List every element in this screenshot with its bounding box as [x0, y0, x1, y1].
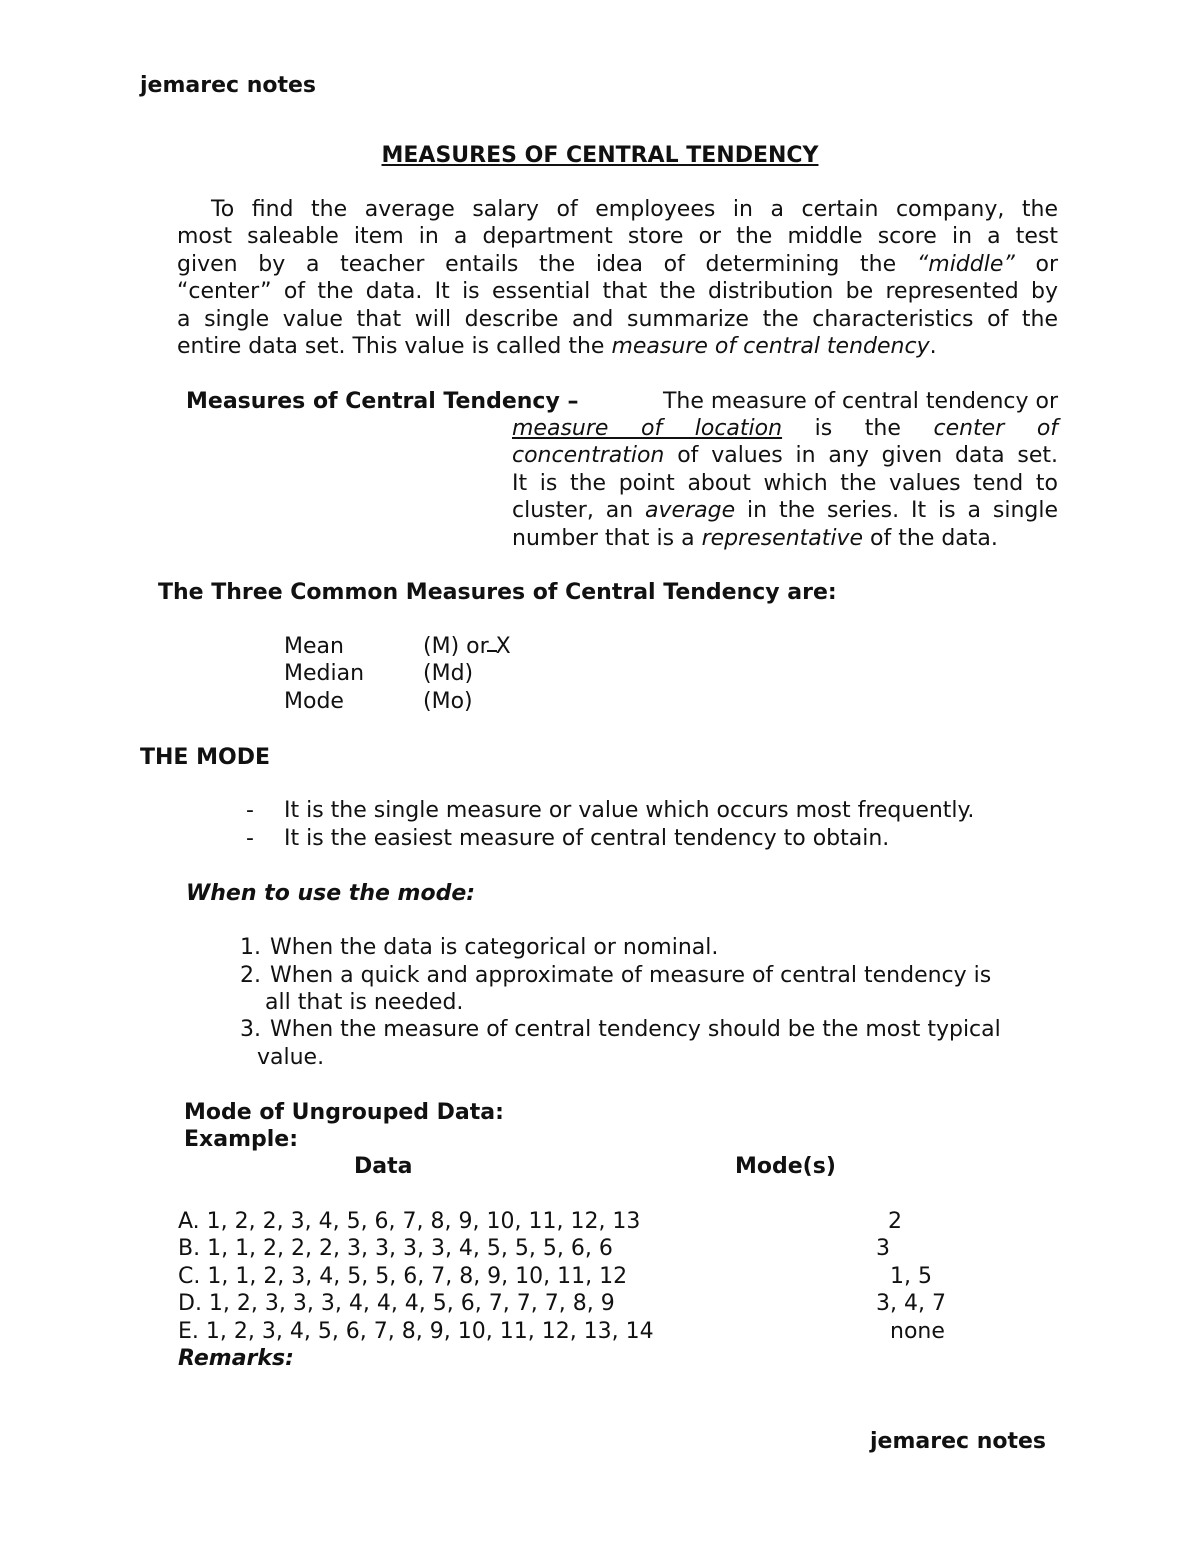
- intro-text: .: [929, 334, 937, 360]
- definition-text: in the series. It is a single: [747, 498, 1058, 524]
- data-row: B. 1, 1, 2, 2, 2, 3, 3, 3, 3, 4, 5, 5, 5, 6, 6: [178, 1236, 613, 1261]
- intro-line: To find the average salary of employees in a certain company, the: [211, 197, 1058, 222]
- intro-line: [177, 333, 1058, 360]
- when-to-use-heading: When to use the mode:: [186, 881, 476, 906]
- definition-emphasis: concentration: [512, 443, 665, 469]
- list-item-continuation: all that is needed.: [265, 990, 464, 1015]
- list-item: When the data is categorical or nominal.: [270, 935, 719, 960]
- remarks-label: Remarks:: [178, 1346, 294, 1371]
- intro-emphasis: “middle”: [916, 251, 1015, 277]
- list-item: When a quick and approximate of measure of central tendency is: [270, 963, 992, 988]
- mode-value: 2: [888, 1209, 902, 1234]
- mode-value: none: [890, 1319, 945, 1344]
- measure-row-mean: [284, 633, 511, 660]
- intro-text: or: [1035, 251, 1058, 277]
- definition-body: [512, 415, 1058, 552]
- intro-line: [177, 251, 1058, 278]
- definition-line: It is the point about which the values tend to: [512, 470, 1058, 496]
- intro-text: given by a teacher entails the idea of determining the: [177, 251, 897, 277]
- definition-emphasis: average: [645, 498, 736, 524]
- list-number: 3.: [240, 1017, 261, 1042]
- intro-text: entire data set. This value is called the: [177, 334, 605, 360]
- intro-line: “center” of the data. It is essential that the distribution be represented by: [177, 279, 1058, 305]
- definition-text: cluster, an: [512, 498, 634, 524]
- page-title: MEASURES OF CENTRAL TENDENCY: [381, 143, 819, 168]
- data-row: C. 1, 1, 2, 3, 4, 5, 5, 6, 7, 8, 9, 10, 11, 12: [178, 1264, 628, 1289]
- data-row: E. 1, 2, 3, 4, 5, 6, 7, 8, 9, 10, 11, 12, 13, 14: [178, 1319, 654, 1344]
- definition-emphasis: representative: [701, 525, 864, 551]
- measure-name: Mean: [284, 634, 344, 659]
- definition-text: is the: [814, 416, 901, 441]
- mean-symbol-text: (M) or X: [423, 634, 511, 659]
- measure-row-mode: [284, 688, 473, 715]
- definition-text: of values in any given data set.: [677, 443, 1058, 469]
- definition-line: [512, 497, 1058, 524]
- definition-emphasis: center of: [933, 416, 1059, 441]
- column-header-data: Data: [354, 1154, 413, 1179]
- definition-term: Measures of Central Tendency –: [186, 389, 579, 414]
- list-item: When the measure of central tendency should be the most typical: [270, 1017, 1001, 1042]
- list-number: 2.: [240, 963, 261, 988]
- list-number: 1.: [240, 935, 261, 960]
- mode-bullet: It is the easiest measure of central tendency to obtain.: [284, 826, 890, 851]
- mode-bullet: It is the single measure or value which occurs most frequently.: [284, 798, 975, 823]
- measure-symbol: (Mo): [423, 689, 473, 714]
- intro-emphasis: measure of central tendency: [611, 334, 930, 360]
- ungrouped-heading: Mode of Ungrouped Data:: [184, 1100, 504, 1125]
- definition-line: [512, 525, 1058, 552]
- data-row: D. 1, 2, 3, 3, 3, 4, 4, 4, 5, 6, 7, 7, 7, 8, 9: [178, 1291, 615, 1316]
- intro-line: a single value that will describe and summarize the characteristics of the: [177, 306, 1058, 332]
- page-header: jemarec notes: [140, 73, 317, 98]
- bullet-dash: -: [246, 798, 254, 823]
- definition-text: number that is a: [512, 525, 695, 551]
- definition-line: The measure of central tendency or: [662, 389, 1058, 414]
- mode-value: 3: [876, 1236, 890, 1261]
- definition-emphasis: measure of location: [512, 416, 783, 441]
- data-row: A. 1, 2, 2, 3, 4, 5, 6, 7, 8, 9, 10, 11, 12, 13: [178, 1209, 641, 1234]
- measure-symbol: [423, 633, 511, 660]
- measure-name: Median: [284, 661, 365, 686]
- definition-line: [512, 415, 1058, 442]
- measure-row-median: [284, 660, 474, 687]
- three-measures-heading: The Three Common Measures of Central Tendency are:: [158, 580, 837, 605]
- mode-heading: THE MODE: [140, 745, 270, 770]
- measure-name: Mode: [284, 689, 344, 714]
- page-footer: jemarec notes: [870, 1429, 1047, 1454]
- definition-line: [512, 442, 1058, 469]
- bullet-dash: -: [246, 826, 254, 851]
- column-header-modes: Mode(s): [735, 1154, 836, 1179]
- definition-text: of the data.: [870, 525, 998, 551]
- mode-value: 1, 5: [890, 1264, 932, 1289]
- intro-line: most saleable item in a department store or the middle score in a test: [177, 224, 1058, 250]
- list-item-continuation: value.: [257, 1045, 325, 1070]
- mode-value: 3, 4, 7: [876, 1291, 946, 1316]
- example-label: Example:: [184, 1127, 298, 1152]
- measure-symbol: (Md): [423, 661, 474, 686]
- intro-paragraph: [177, 196, 1058, 360]
